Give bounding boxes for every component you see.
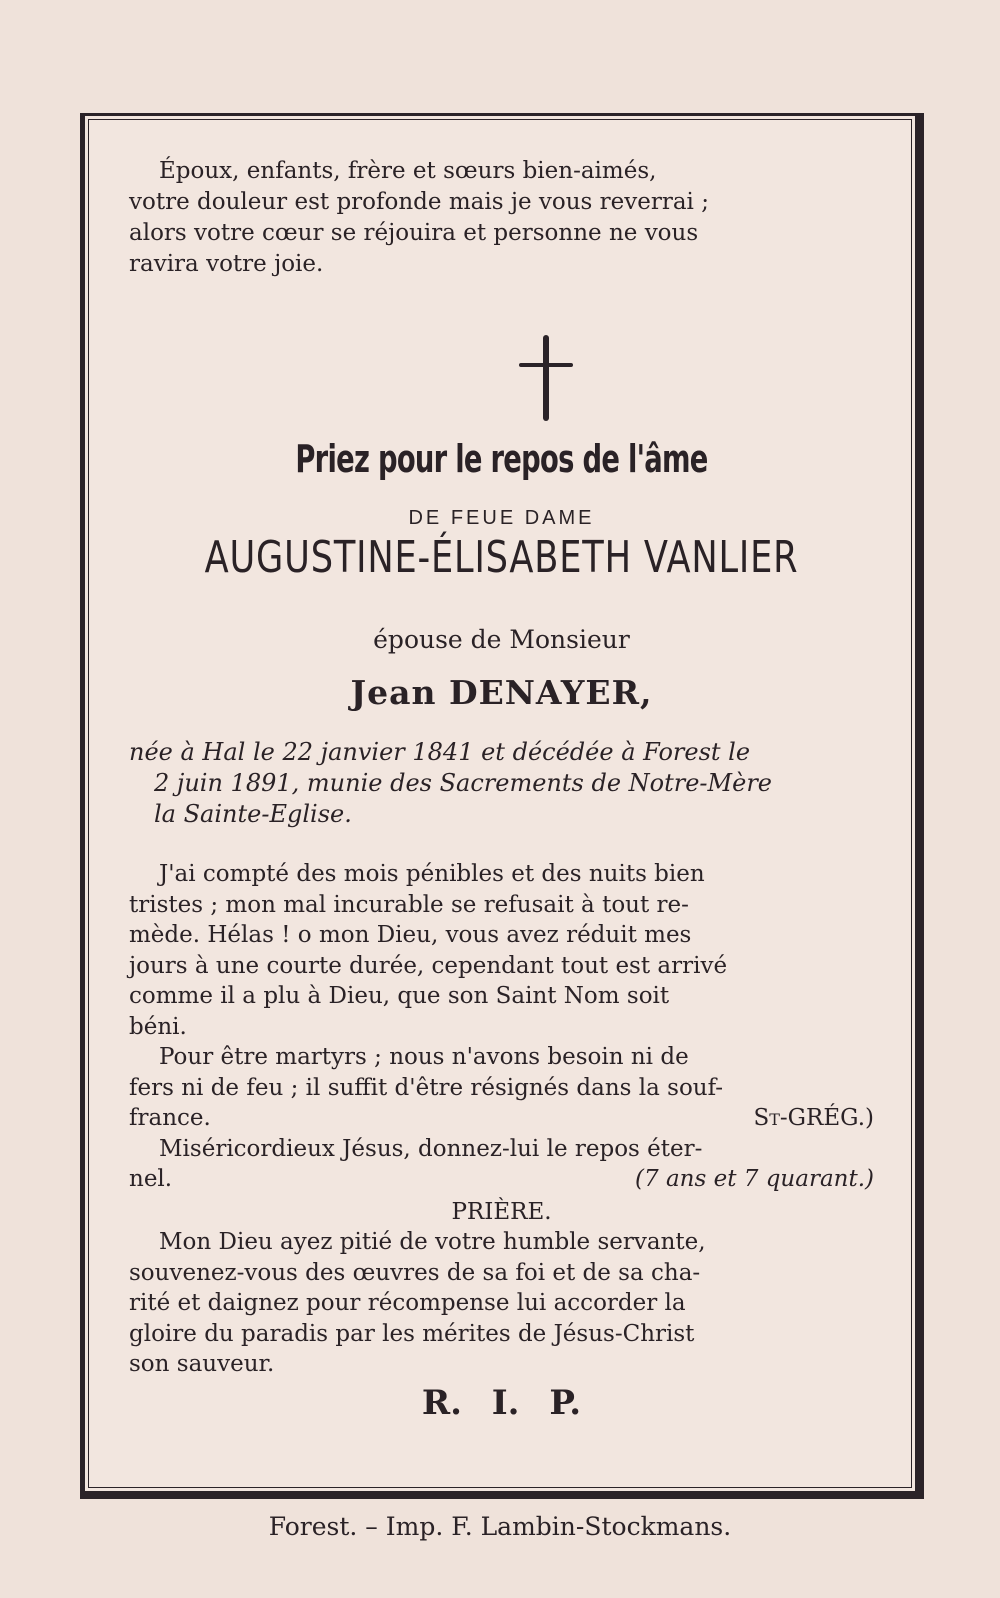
birth-death-line: née à Hal le 22 janvier 1841 et décédée à Forest le [129,738,751,766]
paragraph-2 [129,1042,874,1134]
birth-death-line: la Sainte-Eglise. [154,800,352,828]
paragraph-line: mède. Hélas ! o mon Dieu, vous avez réduit mes [129,922,692,948]
epigraph [129,156,874,280]
paragraph-line: J'ai compté des mois pénibles et des nuits bien [159,861,705,887]
paragraph-1 [129,859,874,1042]
paragraph-line [129,1103,874,1134]
latin-cross-icon [519,335,573,421]
paragraph-line: comme il a plu à Dieu, que son Saint Nom soit [129,983,670,1009]
epigraph-line: alors votre cœur se réjouira et personne ne vous [129,220,699,246]
paragraph-line [129,1164,874,1195]
prayer-title: PRIÈRE. [451,1198,552,1225]
printer-credit: Forest. – Imp. F. Lambin-Stockmans. [268,1512,732,1541]
paragraph-end: france. [129,1105,211,1131]
memorial-text [129,859,874,1380]
prayer-line: rité et daignez pour récompense lui accorder la [129,1290,686,1316]
subheading: DE FEUE DAME [408,507,595,529]
prayer-text [129,1227,874,1380]
epigraph-line: Époux, enfants, frère et sœurs bien-aimés, [159,158,657,184]
prayer-line: souvenez-vous des œuvres de sa foi et de sa cha- [129,1259,701,1286]
rip-closing: R. I. P. [421,1383,582,1423]
paragraph-line: Pour être martyrs ; nous n'avons besoin ni de [159,1044,689,1070]
paragraph-end: nel. [129,1166,173,1192]
prayer-line: son sauveur. [129,1351,275,1377]
deceased-name: AUGUSTINE-ÉLISABETH VANLIER [204,532,799,583]
card-content [129,156,874,1423]
spouse-intro: épouse de Monsieur [373,625,630,654]
indulgence-note: (7 ans et 7 quarant.) [635,1166,874,1192]
paragraph-line: fers ni de feu ; il suffit d'être résignés dans la souf- [129,1074,724,1101]
paragraph-line: jours à une courte durée, cependant tout est arrivé [129,952,728,979]
prayer-heading: Priez pour le repos de l'âme [295,437,708,481]
prayer-line: gloire du paradis par les mérites de Jésus-Christ [129,1320,695,1347]
paragraph-line: Miséricordieux Jésus, donnez-lui le repos éter- [159,1135,703,1162]
memorial-card-frame [80,113,924,1499]
paragraph-line: tristes ; mon mal incurable se refusait à tout re- [129,891,689,918]
epigraph-line: votre douleur est profonde mais je vous reverrai ; [129,189,709,215]
prayer-line: Mon Dieu ayez pitié de votre humble servante, [159,1229,706,1255]
birth-death-line: 2 juin 1891, munie des Sacrements de Notre-Mère [154,769,772,797]
attribution: St-GRÉG.) [753,1105,874,1131]
paragraph-line: béni. [129,1013,187,1040]
paragraph-3 [129,1134,874,1195]
birth-death-details [129,737,874,830]
epigraph-line: ravira votre joie. [129,251,324,277]
spouse-name: Jean DENAYER, [350,673,653,712]
